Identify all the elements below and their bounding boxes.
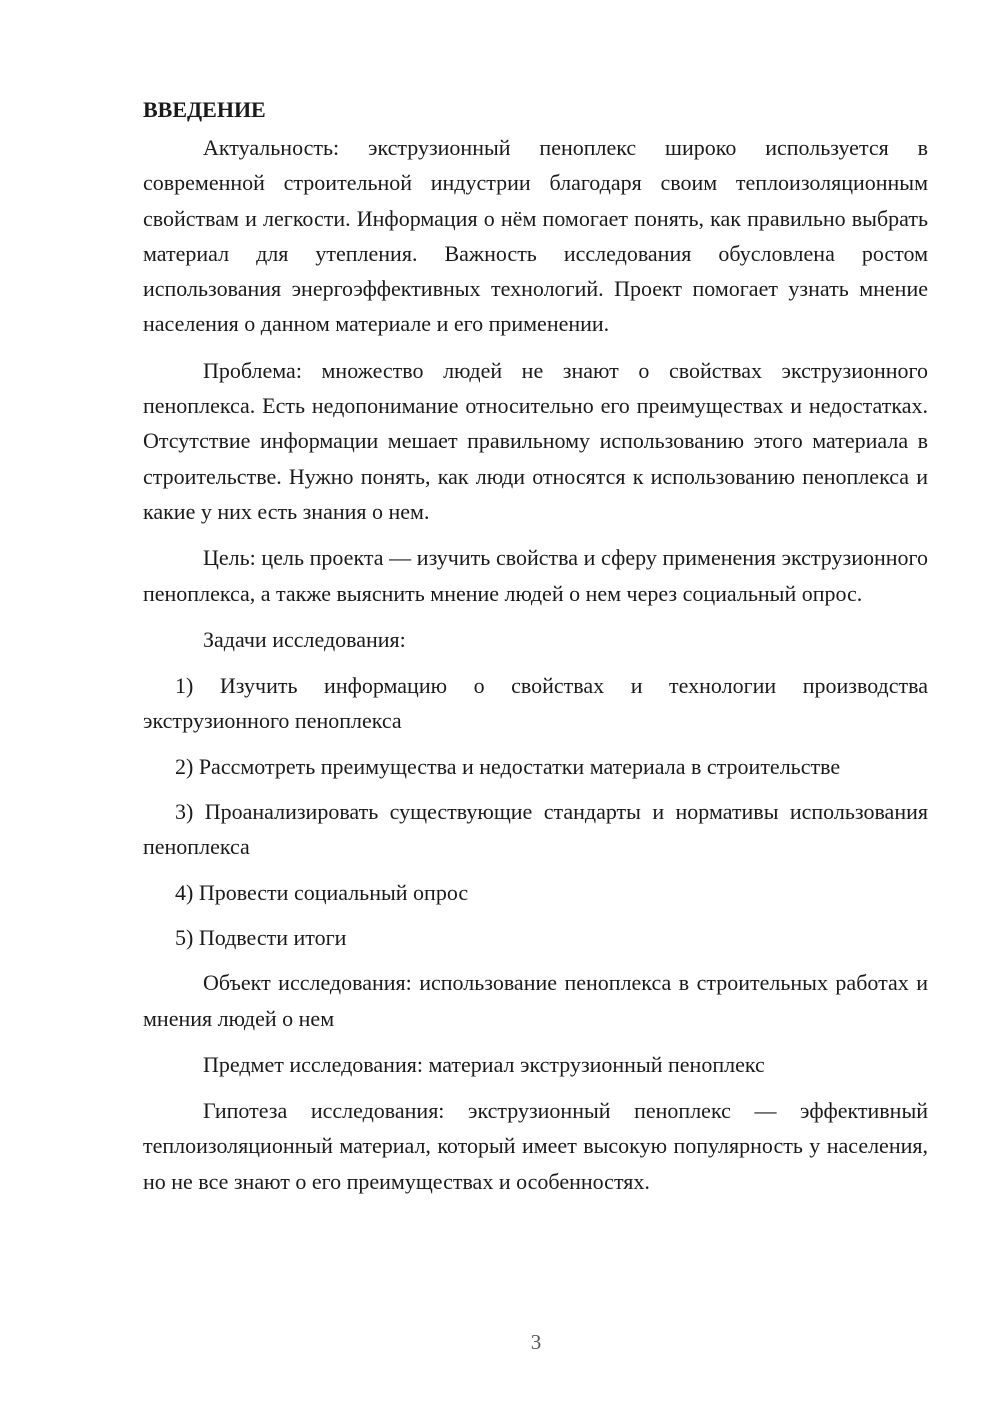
paragraph-subject: Предмет исследования: материал экструзионный пеноплекс xyxy=(203,1051,765,1077)
paragraph-relevance: Актуальность: экструзионный пеноплекс широко используется в современной строительной индустрии благодаря своим теплоизоляционным свойствам и легкости. Информация о нём помогает понять, как правильно выбрать материал для утепления. Важность исследования обусловлена ростом использования энергоэффективных технологий. Проект помогает узнать мнение населения о данном материале и его применении. xyxy=(143,135,928,337)
task-item-2: 2) Рассмотреть преимущества и недостатки материала в строительстве xyxy=(175,753,841,779)
task-item-4: 4) Провести социальный опрос xyxy=(175,879,469,905)
page-number: 3 xyxy=(530,1330,542,1354)
paragraph-tasks-heading: Задачи исследования: xyxy=(203,626,406,652)
document-page xyxy=(143,92,928,1210)
task-item-3: 3) Проанализировать существующие стандарты и нормативы использования пеноплекса xyxy=(143,799,928,860)
task-item-1: 1) Изучить информацию о свойствах и технологии производства экструзионного пеноплекса xyxy=(143,673,928,734)
paragraph-problem: Проблема: множество людей не знают о свойствах экструзионного пеноплекса. Есть недопонимание относительно его преимуществах и недостатках. Отсутствие информации мешает правильному использованию этого материала в строительстве. Нужно понять, как люди относятся к использованию пеноплекса и какие у них есть знания о нем. xyxy=(143,357,928,524)
paragraph-goal: Цель: цель проекта — изучить свойства и сферу применения экструзионного пеноплекса, а также выяснить мнение людей о нем через социальный опрос. xyxy=(143,545,928,606)
task-item-5: 5) Подвести итоги xyxy=(175,924,347,950)
paragraph-object: Объект исследования: использование пеноплекса в строительных работах и мнения людей о нем xyxy=(143,970,928,1031)
document-title: ВВЕДЕНИЕ xyxy=(143,97,266,122)
paragraph-hypothesis: Гипотеза исследования: экструзионный пеноплекс — эффективный теплоизоляционный материал, который имеет высокую популярность у населения, но не все знают о его преимуществах и особенностях. xyxy=(143,1098,928,1194)
